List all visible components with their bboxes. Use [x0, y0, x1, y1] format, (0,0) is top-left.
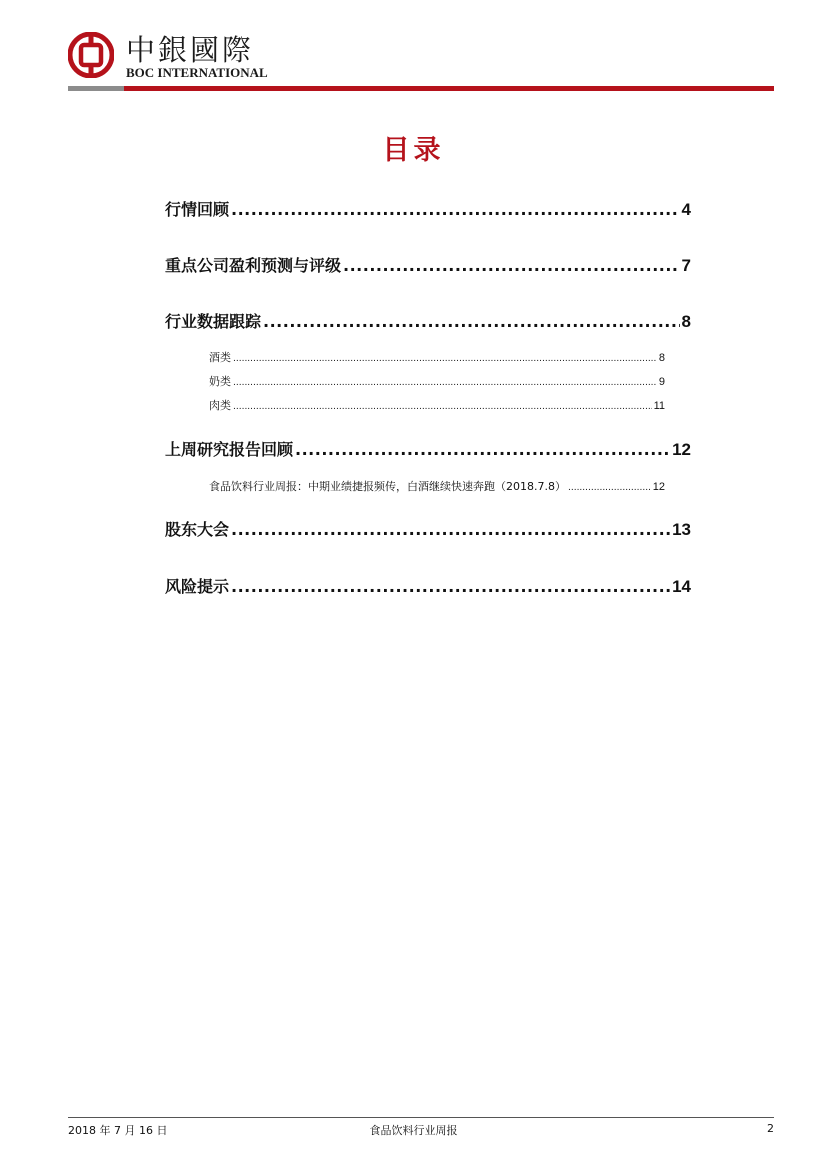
- toc-dot-leader: [231, 200, 680, 219]
- brand-name-cn: 中銀國際: [126, 33, 255, 67]
- toc-entry-liquor[interactable]: [209, 349, 665, 365]
- toc-entry-page: 11: [653, 400, 665, 412]
- toc-entry-label: 风险提示: [165, 577, 230, 596]
- header-rule-grey: [68, 86, 124, 91]
- toc-entry-industry-data[interactable]: [165, 309, 691, 331]
- footer-rule: [68, 1117, 774, 1118]
- toc-entry-page: 9: [658, 376, 665, 388]
- toc-entry-label: 食品饮料行业周报：中期业绩捷报频传，白酒继续快速奔跑（2018.7.8）: [209, 480, 566, 493]
- toc-entry-weekly-report-item[interactable]: [209, 478, 665, 494]
- toc-dot-leader: [295, 440, 670, 459]
- toc-dot-leader: [568, 483, 651, 493]
- toc-entry-page: 12: [652, 481, 665, 493]
- toc-entry-label: 酒类: [209, 351, 231, 364]
- toc-entry-page: 8: [658, 352, 665, 364]
- boc-logo-icon: [68, 32, 114, 78]
- toc-dot-leader: [343, 256, 680, 275]
- toc-title: 目录: [382, 135, 445, 166]
- toc-entry-page: 8: [681, 312, 691, 331]
- brand-name-en: BOC INTERNATIONAL: [126, 65, 268, 80]
- toc-entry-page: 4: [681, 200, 691, 219]
- toc-entry-shareholder-meeting[interactable]: [165, 517, 691, 539]
- toc-dot-leader: [231, 520, 670, 539]
- toc-dot-leader: [233, 378, 657, 388]
- toc-entry-meat[interactable]: [209, 397, 665, 413]
- toc-entry-label: 行情回顾: [165, 200, 230, 219]
- toc-entry-page: 12: [672, 440, 691, 459]
- toc-entry-page: 13: [672, 520, 691, 539]
- toc-dot-leader: [263, 312, 680, 331]
- footer-report-name: 食品饮料行业周报: [369, 1124, 458, 1137]
- header-rule-red: [124, 86, 774, 91]
- toc-dot-leader: [231, 577, 670, 596]
- boc-international-logo: [68, 28, 308, 84]
- footer-date: 2018 年 7 月 16 日: [68, 1124, 168, 1137]
- toc-entry-label: 奶类: [209, 375, 231, 388]
- toc-entry-page: 14: [672, 577, 691, 596]
- toc-entry-market-review[interactable]: [165, 197, 691, 219]
- footer-page-number: 2: [767, 1122, 774, 1135]
- toc-entry-label: 肉类: [209, 399, 231, 412]
- toc-entry-key-company-forecast[interactable]: [165, 253, 691, 275]
- toc-entry-label: 上周研究报告回顾: [165, 440, 294, 459]
- toc-entry-label: 股东大会: [165, 520, 230, 539]
- toc-entry-risk-warning[interactable]: [165, 574, 691, 596]
- toc-entry-label: 重点公司盈利预测与评级: [165, 256, 342, 275]
- toc-entry-page: 7: [681, 256, 691, 275]
- toc-dot-leader: [233, 354, 657, 364]
- toc-entry-label: 行业数据跟踪: [165, 312, 262, 331]
- toc-entry-weekly-report-review[interactable]: [165, 437, 691, 459]
- toc-dot-leader: [233, 402, 652, 412]
- toc-entry-dairy[interactable]: [209, 373, 665, 389]
